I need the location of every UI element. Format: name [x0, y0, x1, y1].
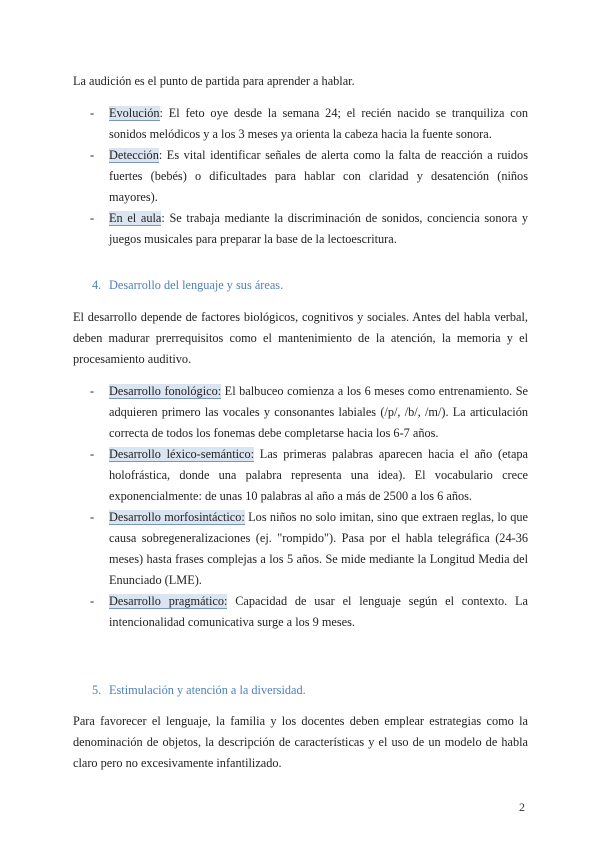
page-number: 2 — [519, 800, 525, 814]
section-4-body: El desarrollo depende de factores biológicos, cognitivos y sociales. Antes del habla verbal, deben madurar prerrequisitos como el mantenimiento de la atención, la memoria y el procesamiento auditivo. — [73, 310, 528, 366]
section-number: 4. — [92, 278, 102, 292]
section-4-heading — [92, 276, 283, 294]
term-pragmatico: Desarrollo pragmático: — [109, 594, 228, 608]
term-morfosintactico: Desarrollo morfosintáctico: — [109, 510, 245, 524]
item-text: El balbuceo comienza a los 6 meses como entrenamiento. Se adquieren primero las vocales y consonantes labiales (/p/, /b/, /m/). La articulación correcta de todos los fonemas debe completarse hacia los 6-7 años. — [109, 384, 528, 440]
hearing-list — [73, 103, 528, 250]
list-item — [73, 208, 528, 250]
term-fonologico: Desarrollo fonológico: — [109, 384, 222, 398]
item-text: Los niños no solo imitan, sino que extraen reglas, lo que causa sobregeneralizaciones (ej. "rompido"). Pasa por el habla telegráfica (24-36 meses) hasta frases complejas a los 5 años. Se mide mediante la Longitud Media del Enunciado (LME). — [109, 510, 528, 587]
section-5-heading — [92, 681, 306, 699]
section-title: Estimulación y atención a la diversidad. — [109, 683, 306, 697]
development-list — [73, 381, 528, 633]
list-item — [73, 507, 528, 591]
bullet-dash: - — [90, 211, 95, 225]
intro-paragraph: La audición es el punto de partida para aprender a hablar. — [73, 74, 355, 88]
item-text: : El feto oye desde la semana 24; el recién nacido se tranquiliza con sonidos melódicos y a los 3 meses ya orienta la cabeza hacia la fuente sonora. — [109, 106, 528, 141]
list-item — [73, 381, 528, 444]
item-text: : Es vital identificar señales de alerta como la falta de reacción a ruidos fuertes (bebés) o dificultades para hablar con claridad y desatención (niños mayores). — [109, 148, 528, 204]
bullet-dash: - — [90, 594, 95, 608]
term-lexico-semantico: Desarrollo léxico-semántico: — [109, 447, 255, 461]
bullet-dash: - — [90, 148, 95, 162]
section-5-body: Para favorecer el lenguaje, la familia y los docentes deben emplear estrategias como la denominación de objetos, la descripción de características y el uso de un modelo de habla claro pero no excesivamente infantilizado. — [73, 714, 528, 770]
item-text: : Se trabaja mediante la discriminación de sonidos, conciencia sonora y juegos musicales para preparar la base de la lectoescritura. — [109, 211, 528, 246]
section-number: 5. — [92, 683, 102, 697]
bullet-dash: - — [90, 106, 95, 120]
bullet-dash: - — [90, 384, 95, 398]
term-deteccion: Detección — [109, 148, 159, 162]
list-item — [73, 444, 528, 507]
term-en-el-aula: En el aula — [109, 211, 162, 225]
bullet-dash: - — [90, 447, 95, 461]
list-item — [73, 591, 528, 633]
item-text: Las primeras palabras aparecen hacia el año (etapa holofrástica, donde una palabra representa una idea). El vocabulario crece exponencialmente: de unas 10 palabras al año a más de 2500 a los 6 años. — [109, 447, 529, 503]
term-evolucion: Evolución — [109, 106, 160, 120]
section-title: Desarrollo del lenguaje y sus áreas. — [109, 278, 284, 292]
item-text: Capacidad de usar el lenguaje según el contexto. La intencionalidad comunicativa surge a los 9 meses. — [109, 594, 528, 629]
list-item — [73, 145, 528, 208]
list-item — [73, 103, 528, 145]
bullet-dash: - — [90, 510, 95, 524]
